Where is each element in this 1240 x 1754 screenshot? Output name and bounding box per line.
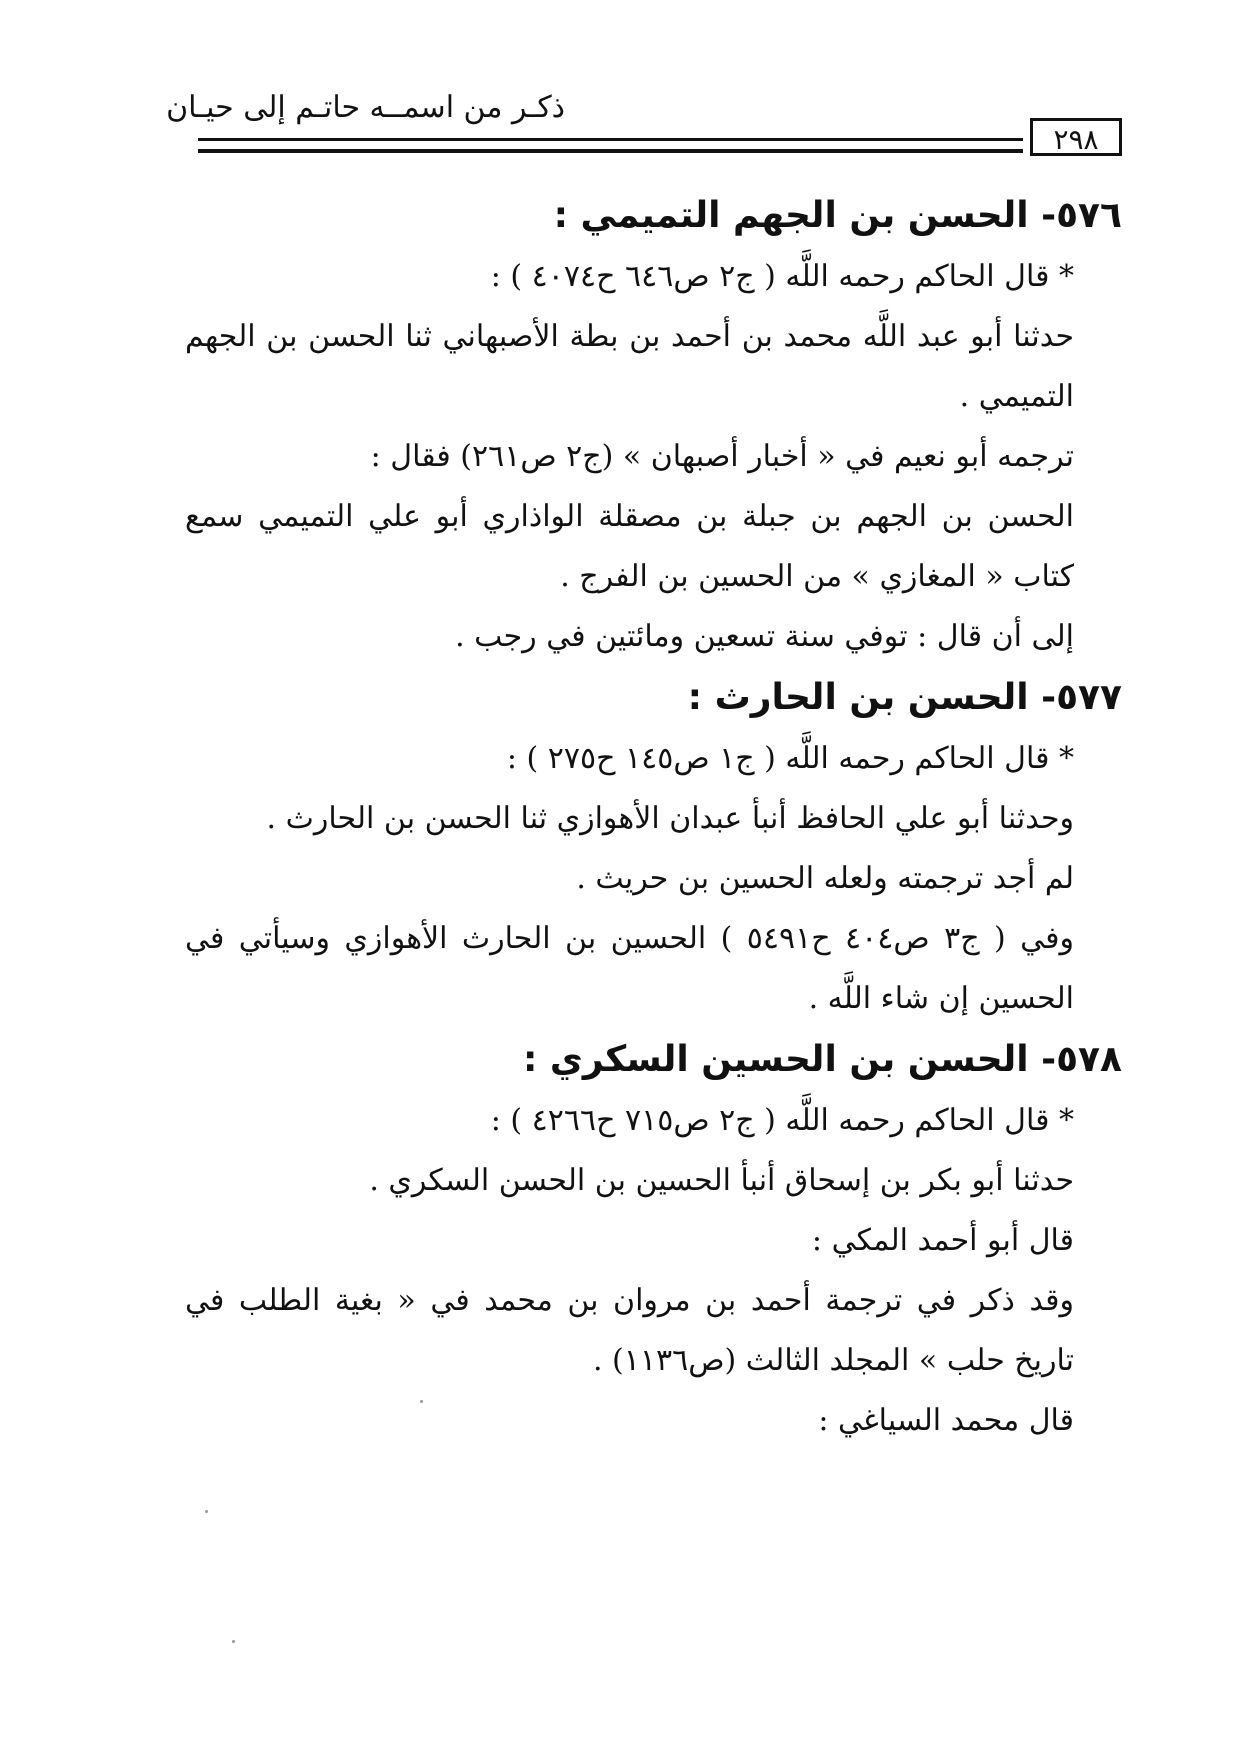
page-content — [185, 185, 1122, 1451]
scholar-quote-intro: قال محمد السياغي : — [818, 1403, 1074, 1438]
hadith-chain: حدثنا أبو عبد اللَّه محمد بن أحمد بن بطة الأصبهاني ثنا الحسن بن الجهم التميمي . — [185, 319, 1074, 414]
scholar-quote-intro: قال أبو أحمد المكي : — [811, 1223, 1074, 1258]
page-number-box: ٢٩٨ — [1030, 118, 1122, 156]
entry-heading: ٥٧٧- الحسن بن الحارث : — [687, 677, 1122, 718]
hadith-chain: حدثنا أبو بكر بن إسحاق أنبأ الحسين بن الحسن السكري . — [369, 1163, 1074, 1198]
editor-note: لم أجد ترجمته ولعله الحسين بن حريث . — [576, 861, 1074, 896]
scan-speck — [205, 1510, 208, 1513]
cross-reference: وفي ( ج٣ ص٤٠٤ ح٥٤٩١ ) الحسين بن الحارث الأهوازي وسيأتي في الحسين إن شاء اللَّه . — [185, 921, 1075, 1016]
biography-reference: ترجمه أبو نعيم في « أخبار أصبهان » (ج٢ ص٢٦١) فقال : — [370, 439, 1074, 474]
header-rule — [198, 138, 1023, 141]
source-citation: * قال الحاكم رحمه اللَّه ( ج١ ص١٤٥ ح٢٧٥ ) : — [506, 741, 1074, 776]
header-rule-thick — [198, 149, 1023, 153]
death-note: إلى أن قال : توفي سنة تسعين ومائتين في رجب . — [455, 619, 1074, 654]
entry-576 — [185, 185, 1122, 667]
hadith-chain: وحدثنا أبو علي الحافظ أنبأ عبدان الأهوازي ثنا الحسن بن الحارث . — [266, 801, 1074, 836]
entry-578 — [185, 1029, 1122, 1451]
source-citation: * قال الحاكم رحمه اللَّه ( ج٢ ص٧١٥ ح٤٢٦٦ ) : — [490, 1103, 1074, 1138]
biography-reference: وقد ذكر في ترجمة أحمد بن مروان بن محمد في « بغية الطلب في تاريخ حلب » المجلد الثالث (ص١١٣٦) . — [185, 1283, 1074, 1378]
biography-text: الحسن بن الجهم بن جبلة بن مصقلة الواذاري أبو علي التميمي سمع كتاب « المغازي » من الحسين بن الفرج . — [185, 499, 1074, 594]
running-title: ذكـر من اسمــه حاتـم إلى حيـان — [166, 90, 565, 125]
scan-speck — [420, 1400, 423, 1403]
scan-speck — [232, 1640, 235, 1643]
source-citation: * قال الحاكم رحمه اللَّه ( ج٢ ص٦٤٦ ح٤٠٧٤ ) : — [490, 259, 1074, 294]
entry-577 — [185, 667, 1122, 1029]
entry-heading: ٥٧٦- الحسن بن الجهم التميمي : — [553, 195, 1122, 236]
entry-heading: ٥٧٨- الحسن بن الحسين السكري : — [522, 1039, 1122, 1080]
